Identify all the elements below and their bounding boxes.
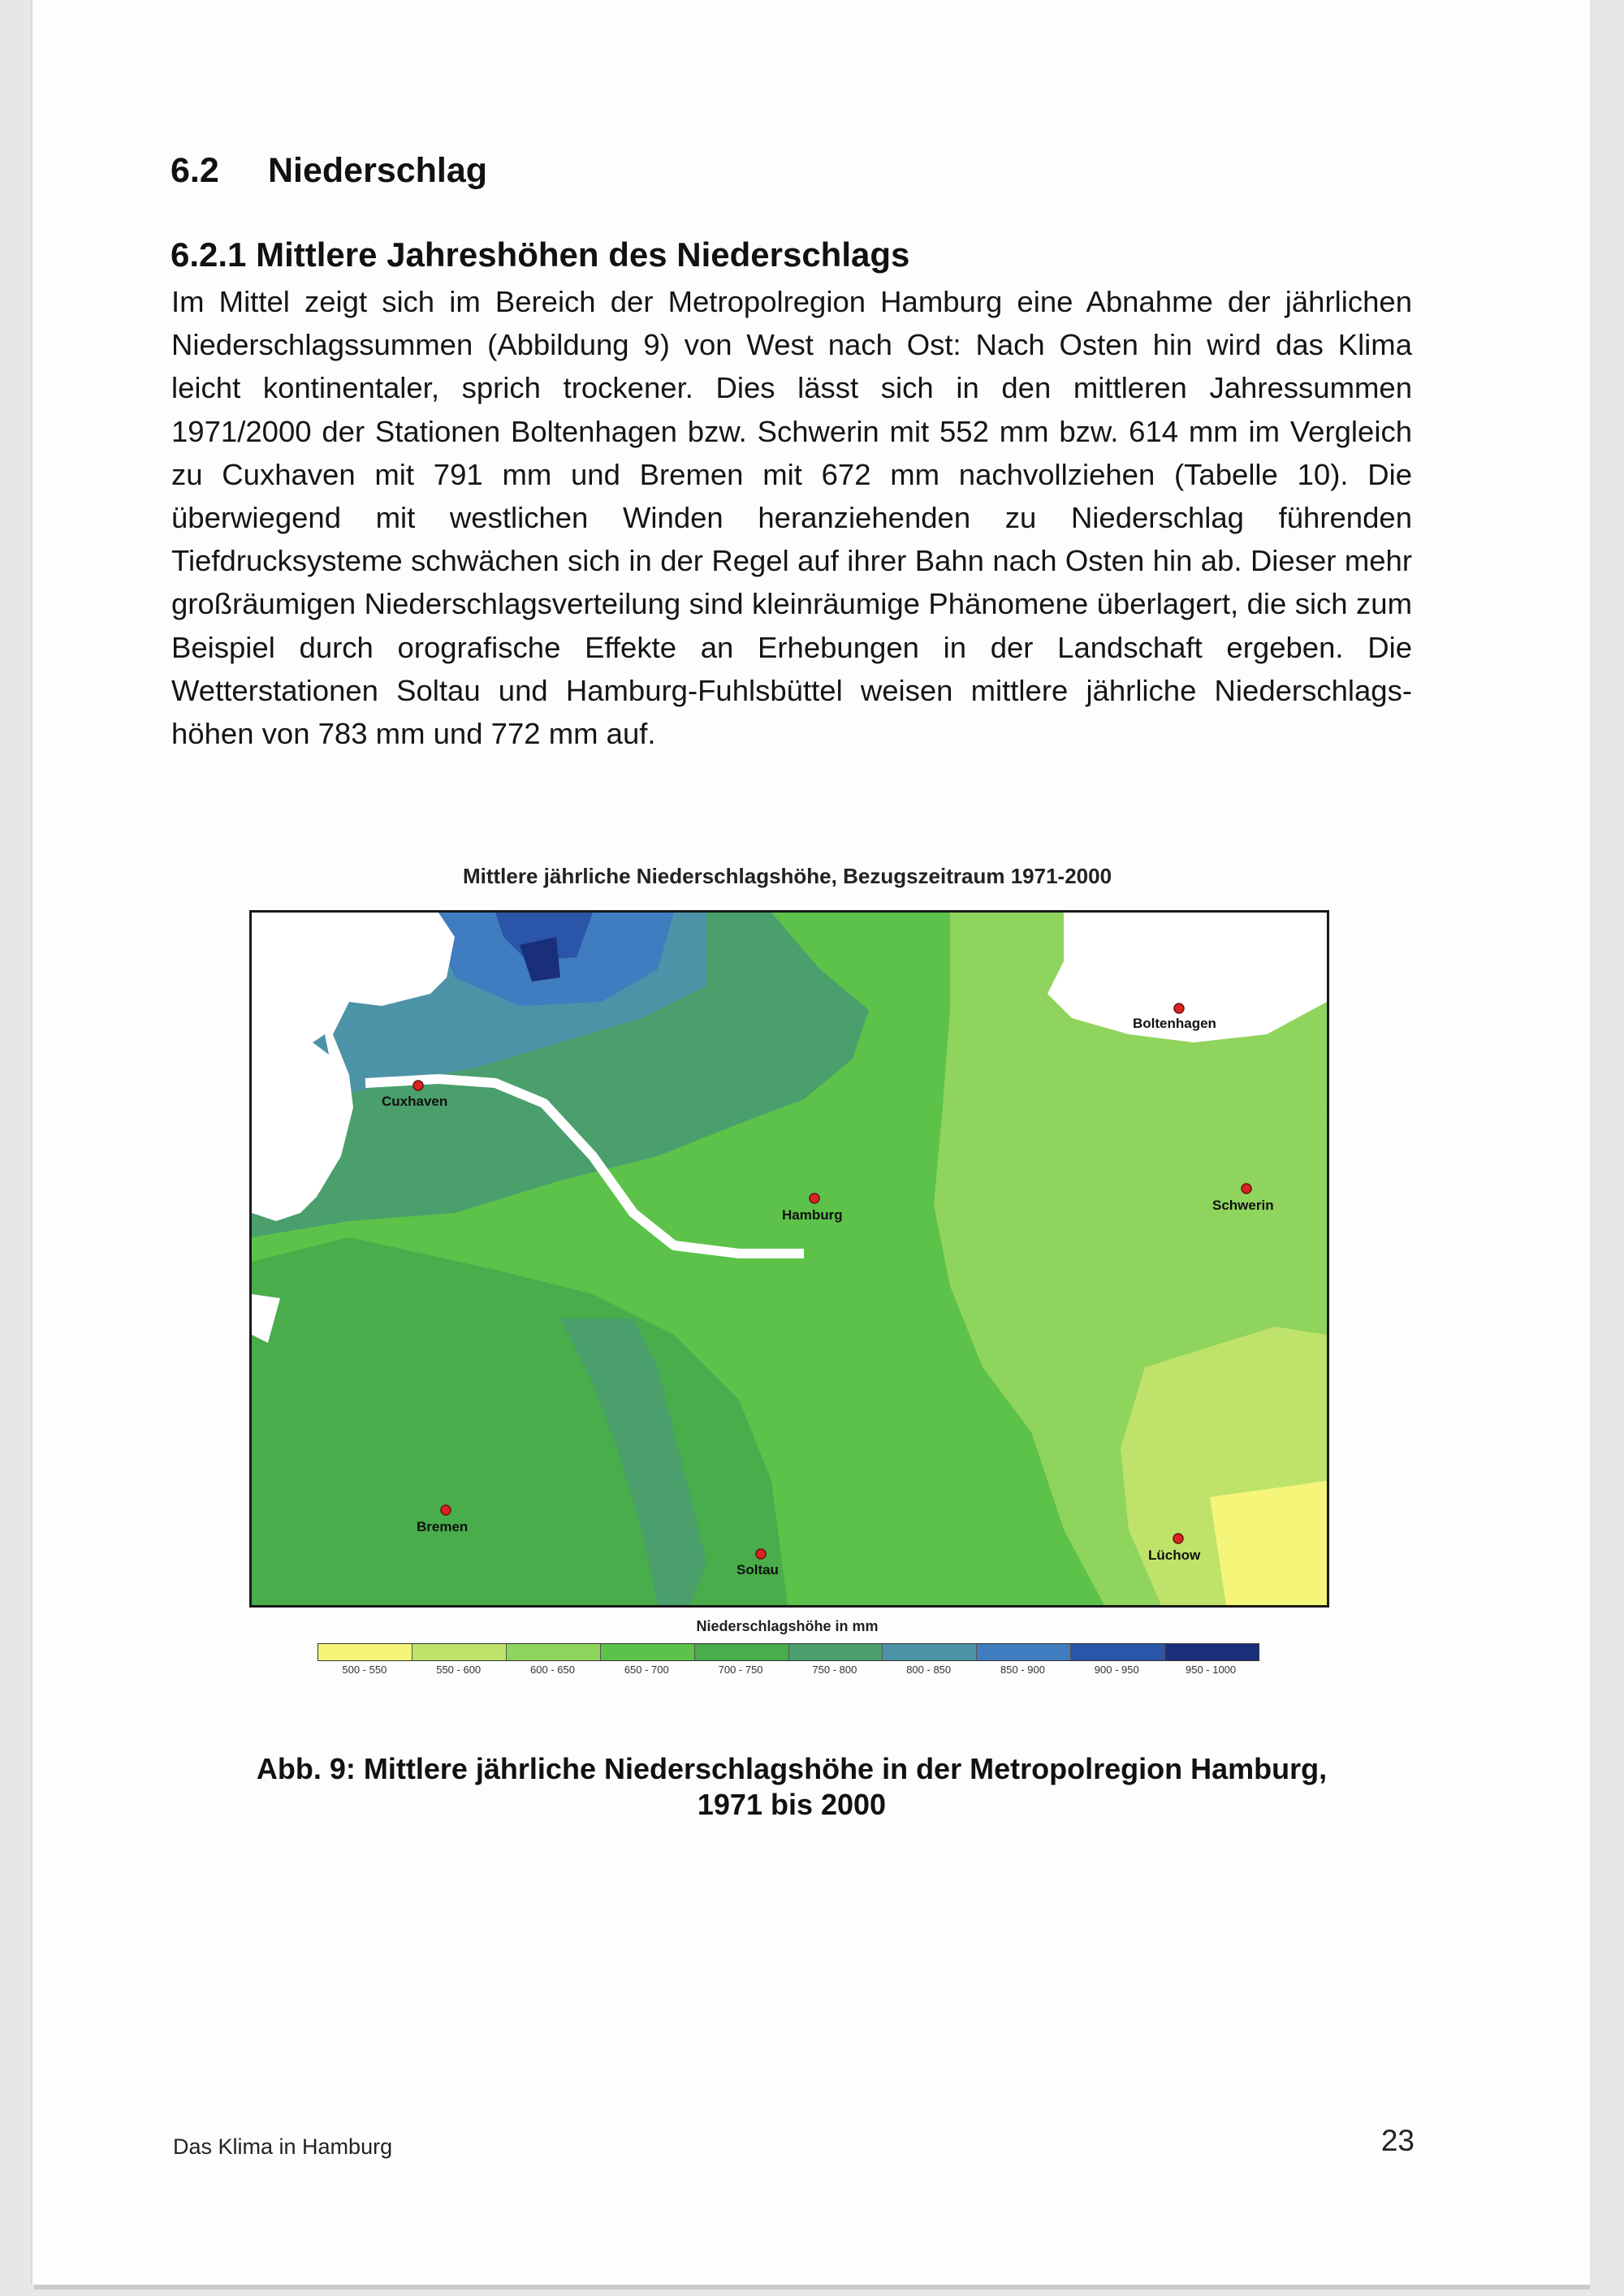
legend-swatch [507, 1644, 601, 1660]
legend-swatch [789, 1644, 883, 1660]
legend-label: 500 - 550 [342, 1664, 387, 1676]
legend-label: 850 - 900 [1000, 1664, 1045, 1676]
station-label: Boltenhagen [1133, 1016, 1216, 1031]
station-label: Bremen [417, 1519, 469, 1534]
legend-swatch [601, 1644, 695, 1660]
scan-edge [1590, 0, 1624, 2296]
precipitation-map [249, 910, 1329, 1608]
station-dot [1173, 1534, 1183, 1543]
station-label: Schwerin [1212, 1198, 1274, 1213]
caption-line-1: Abb. 9: Mittlere jährliche Niederschlagshöhe in der Metropolregion Hamburg, [256, 1752, 1328, 1785]
section-number: 6.2 [171, 151, 219, 190]
figure-title: Mittlere jährliche Niederschlagshöhe, Bezugszeitraum 1971-2000 [462, 864, 1112, 888]
station-dot [810, 1193, 819, 1203]
legend-swatch [883, 1644, 977, 1660]
legend-title: Niederschlagshöhe in mm [696, 1618, 879, 1634]
subsection-title: Mittlere Jahreshöhen des Niederschlags [256, 235, 910, 274]
legend-label: 650 - 700 [624, 1664, 669, 1676]
legend-label: 900 - 950 [1094, 1664, 1139, 1676]
legend-labels [317, 1664, 1258, 1680]
legend-swatch [412, 1644, 507, 1660]
station-label: Hamburg [782, 1207, 843, 1223]
legend-label: 550 - 600 [436, 1664, 482, 1676]
station-dot [756, 1549, 766, 1559]
legend-color-bar [317, 1643, 1259, 1661]
legend-swatch [1071, 1644, 1165, 1660]
page-number: 23 [1380, 2124, 1415, 2157]
legend-label: 800 - 850 [906, 1664, 952, 1676]
station-label: Cuxhaven [382, 1094, 448, 1109]
section-title: Niederschlag [268, 151, 488, 190]
legend-swatch [1165, 1644, 1259, 1660]
section-heading [171, 151, 487, 191]
figure-caption [211, 1751, 1372, 1823]
body-paragraph: Im Mittel zeigt sich im Bereich der Metropolregion Hamburg eine Abnahme der jährlichen Niederschlagssummen (Abbildung 9) von West nach Ost: Nach Osten hin wird das Klima leicht kontinentaler, sprich trockener. Dies lässt sich in den mittleren Jahressummen 1971/2000 der Stationen Boltenhagen bzw. Schwerin mit 552 mm bzw. 614 mm im Vergleich zu Cuxhaven mit 791 mm und Bremen mit 672 mm nachvollziehen (Tabelle 10). Die überwiegend mit westlichen Winden heranziehenden zu Niederschlag führenden Tiefdrucksysteme schwächen sich in der Regel auf ihrer Bahn nach Osten hin ab. Dieser mehr großräumigen Niederschlagsverteilung sind kleinräumige Phänomene überlagert, die sich zum Beispiel durch orografische Effekte an Erhebungen in der Landschaft ergeben. Die Wetterstationen Soltau und Hamburg-Fuhlsbüttel weisen mittlere jährliche Niederschlags-höhen von 783 mm und 772 mm auf. [171, 285, 1412, 751]
legend-swatch [695, 1644, 789, 1660]
legend-label: 600 - 650 [530, 1664, 575, 1676]
station-dot [1174, 1003, 1184, 1013]
footer-text: Das Klima in Hamburg [173, 2134, 393, 2159]
station-label: Lüchow [1148, 1547, 1201, 1563]
caption-line-2: 1971 bis 2000 [697, 1788, 887, 1821]
legend-label: 750 - 800 [812, 1664, 857, 1676]
station-dot [413, 1081, 423, 1090]
legend-swatch [318, 1644, 412, 1660]
legend-label: 950 - 1000 [1185, 1664, 1237, 1676]
station-label: Soltau [736, 1562, 779, 1577]
legend-label: 700 - 750 [718, 1664, 763, 1676]
precipitation-map-graphic [252, 913, 1327, 1605]
subsection-heading [171, 235, 909, 274]
legend-swatch [977, 1644, 1071, 1660]
map-zone-driest [1210, 1481, 1327, 1605]
station-dot [441, 1505, 451, 1515]
subsection-number: 6.2.1 [171, 235, 247, 274]
station-dot [1242, 1184, 1251, 1193]
